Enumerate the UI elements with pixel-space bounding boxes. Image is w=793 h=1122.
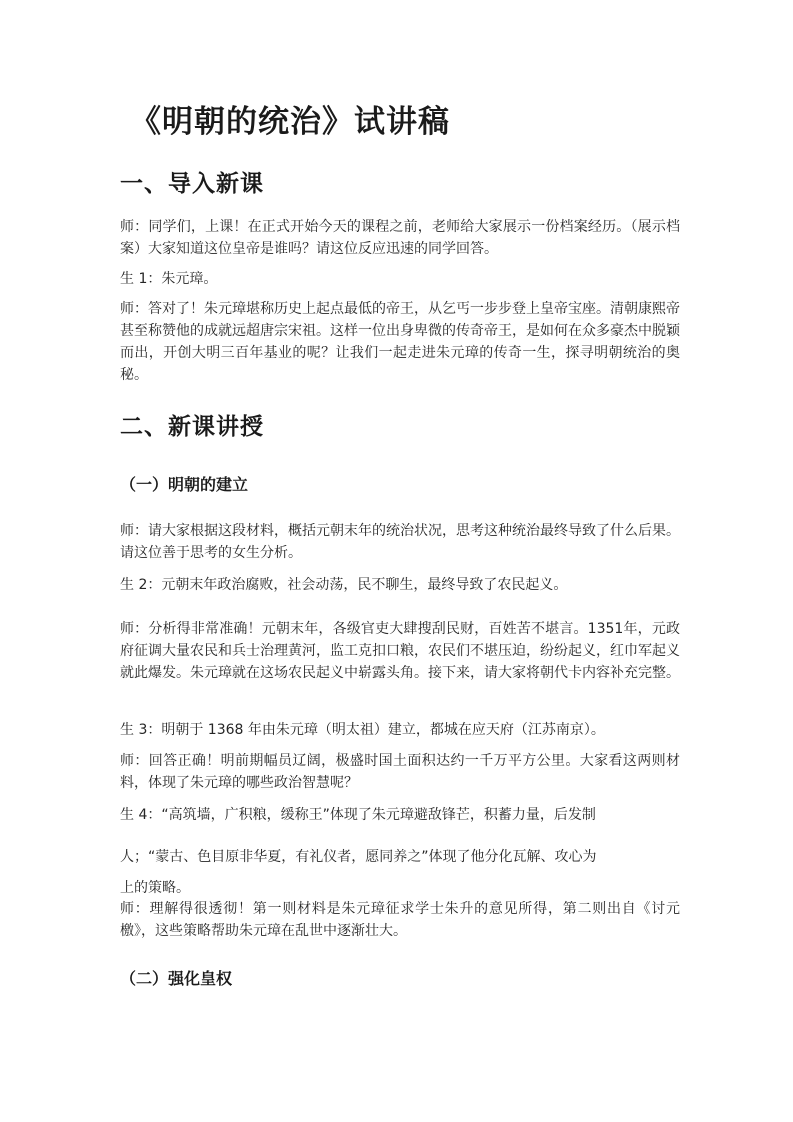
subsection-heading-founding: （一）明朝的建立 [120, 475, 249, 494]
paragraph-student-4-line-2: 人；“蒙古、色目原非华夏，有礼仪者，愿同养之”体现了他分化瓦解、攻心为 [120, 849, 597, 865]
subsection-heading-centralization: （二）强化皇权 [120, 969, 233, 988]
paragraph-student-1: 生 1：朱元璋。 [120, 271, 218, 287]
document-title: 《明朝的统治》试讲稿 [130, 104, 450, 140]
section-heading-new-lesson: 二、新课讲授 [120, 414, 264, 440]
paragraph-student-2: 生 2：元朝末年政治腐败，社会动荡，民不聊生，最终导致了农民起义。 [120, 577, 568, 593]
paragraph-teacher-response: 师：答对了！朱元璋堪称历史上起点最低的帝王，从乞丐一步步登上皇帝宝座。清朝康熙帝甚至称赞他的成就远超唐宗宋祖。这样一位出身卑微的传奇帝王，是如何在众多豪杰中脱颖而出，开创大明三百年基业的呢？让我们一起走进朱元璋的传奇一生，探寻明朝统治的奥秘。 [120, 301, 680, 383]
paragraph-student-4-line-1: 生 4：“高筑墙，广积粮，缓称王”体现了朱元璋避敌锋芒，积蓄力量，后发制 [120, 807, 596, 823]
paragraph-teacher-conclusion: 师：理解得很透彻！第一则材料是朱元璋征求学士朱升的意见所得，第二则出自《讨元檄》，这些策略帮助朱元璋在乱世中逐渐壮大。 [120, 901, 680, 939]
section-heading-intro: 一、导入新课 [120, 171, 264, 197]
paragraph-student-3: 生 3：明朝于 1368 年由朱元璋（明太祖）建立，都城在应天府（江苏南京）。 [120, 722, 605, 738]
paragraph-teacher-question: 师：请大家根据这段材料，概括元朝末年的统治状况，思考这种统治最终导致了什么后果。请这位善于思考的女生分析。 [120, 523, 680, 561]
paragraph-student-4-line-3: 上的策略。 [120, 880, 190, 896]
paragraph-teacher-yuan: 师：分析得非常准确！元朝末年，各级官吏大肆搜刮民财，百姓苦不堪言。1351年，元政府征调大量农民和兵士治理黄河，监工克扣口粮，农民们不堪压迫，纷纷起义，红巾军起义就此爆发。朱元璋就在这场农民起义中崭露头角。接下来，请大家将朝代卡内容补充完整。 [120, 621, 680, 681]
paragraph-teacher-territory: 师：回答正确！明前期幅员辽阔，极盛时国土面积达约一千万平方公里。大家看这两则材料，体现了朱元璋的哪些政治智慧呢？ [120, 753, 680, 791]
paragraph-teacher-intro: 师：同学们，上课！在正式开始今天的课程之前，老师给大家展示一份档案经历。（展示档案）大家知道这位皇帝是谁吗？请这位反应迅速的同学回答。 [120, 219, 680, 257]
